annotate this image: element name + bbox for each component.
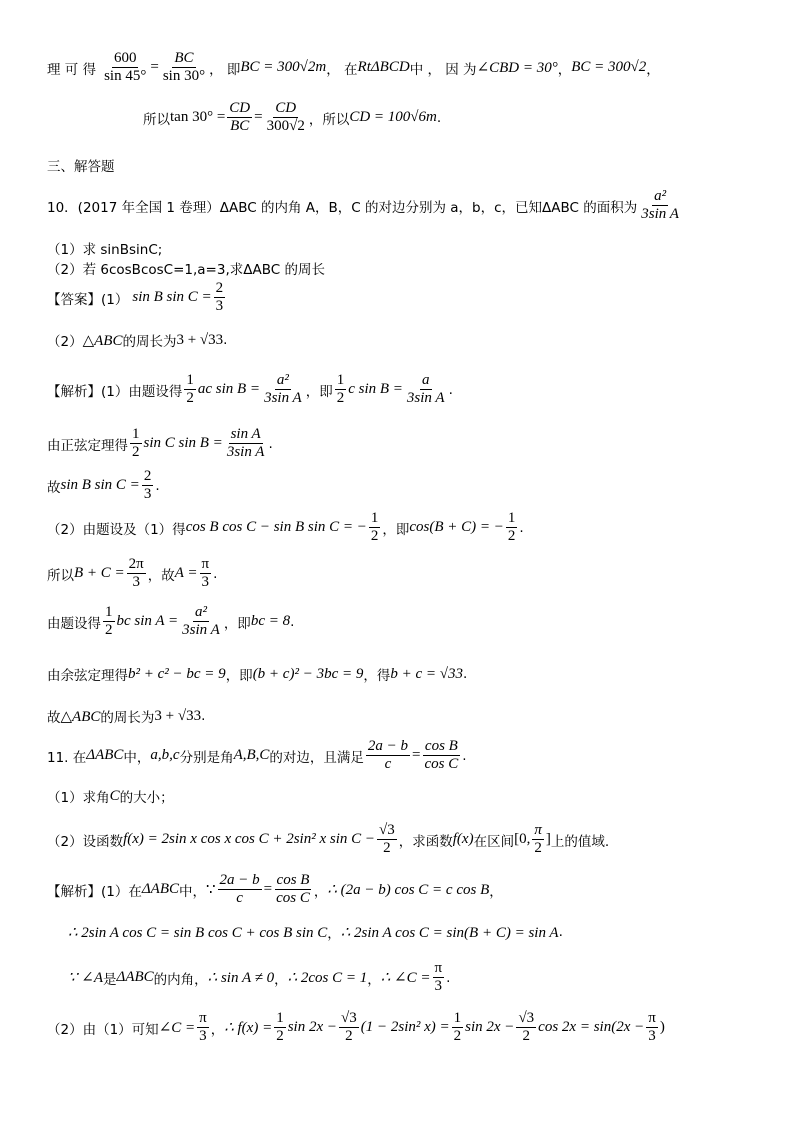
- fraction: $\frac{1}{2}$: [276, 1010, 284, 1045]
- text: 由正弦定理得: [47, 437, 128, 454]
- text: ，即: [223, 615, 251, 632]
- text: .: [463, 666, 468, 682]
- formula: ∵ ∠A: [68, 970, 104, 987]
- text: （2）设函数: [47, 833, 124, 850]
- formula: sin B sin C =: [132, 289, 212, 306]
- text: 在区间: [473, 833, 515, 850]
- formula: A =: [174, 565, 198, 582]
- text: 【解析】(1）在: [47, 883, 142, 900]
- text: .: [155, 477, 160, 494]
- fraction: $\frac{\text{a²}}{\text{3sin A}}$: [641, 188, 679, 223]
- text: ，: [646, 61, 660, 78]
- text: 中，: [123, 749, 151, 766]
- solution-step-7: [47, 664, 467, 684]
- fraction: $\frac{1}{2}$: [507, 510, 516, 545]
- line-law-of-sines-bc: [47, 50, 660, 86]
- formula: ∵: [206, 882, 216, 899]
- question-text: 10．(2017 年全国 1 卷理）ΔABC 的内角 A，B，C 的对边分别为 a，b，c，已知ΔABC 的面积为: [47, 199, 638, 216]
- text: 的大小；: [119, 790, 174, 806]
- formula: f(x) = 2sin x cos x cos C + 2sin² x sin C −: [123, 831, 376, 848]
- formula: ∴ f(x) =: [224, 1020, 273, 1037]
- formula: ΔABC: [141, 881, 179, 898]
- solution-step-3: [47, 468, 160, 504]
- formula: ): [659, 1019, 665, 1036]
- text: ，: [210, 1021, 225, 1038]
- fraction: $\frac{1}{2}$: [132, 426, 140, 461]
- text: （1）求角: [47, 790, 110, 806]
- answer-2: [47, 330, 227, 350]
- formula: cos B cos C − sin B sin C = −: [185, 519, 367, 536]
- text: 故: [47, 710, 61, 726]
- fraction: $\frac{2\pi}{3}$: [128, 556, 144, 591]
- text: 的内角，: [153, 971, 208, 988]
- fraction: $\frac{1}{2}$: [336, 372, 345, 407]
- text: ，: [367, 971, 381, 988]
- fraction: $\frac{\pi}{3}$: [199, 1010, 207, 1045]
- text: ，得: [363, 668, 391, 684]
- formula: ΔABC: [86, 747, 124, 764]
- formula: f(x): [452, 831, 474, 848]
- text: 理 可 得: [47, 61, 97, 78]
- formula: 3 + √33: [154, 707, 202, 724]
- question-11-part-1: [47, 786, 174, 806]
- solution-step-5: [47, 556, 217, 592]
- text: .: [558, 924, 563, 940]
- text: 的对边，且满足: [269, 749, 364, 766]
- section-heading: 三、解答题: [47, 159, 115, 175]
- formula: b + c = √33: [390, 665, 463, 682]
- formula: C: [109, 787, 120, 804]
- fraction: $\frac{√3}{2}$: [341, 1010, 357, 1045]
- solution-step-8: [47, 706, 205, 726]
- text: ，即: [225, 668, 253, 684]
- formula: c sin B =: [348, 381, 403, 398]
- formula: B + C =: [74, 565, 125, 582]
- formula: [0,: [514, 831, 531, 848]
- text: 【答案】(1）: [47, 291, 129, 308]
- solution-step-4: [47, 510, 524, 546]
- text: 上的值域.: [550, 833, 610, 850]
- text: .: [462, 747, 467, 764]
- formula: sin C sin B =: [143, 435, 223, 452]
- formula: a,b,c: [150, 747, 180, 764]
- formula: BC = 300√2m: [240, 59, 327, 76]
- formula: cos 2x = sin(2x −: [538, 1019, 645, 1036]
- question-10-part-1: （1）求 sinBsinC;: [47, 242, 163, 258]
- formula: CD = 100√6m: [349, 109, 437, 126]
- text: ，: [327, 926, 341, 942]
- text: ， 在: [326, 61, 358, 78]
- formula: ∠C =: [158, 1020, 196, 1037]
- equals: =: [150, 59, 159, 76]
- fraction: $\frac{\pi}{3}$: [201, 556, 210, 591]
- formula: ∴ (2a − b) cos C = c cos B: [327, 882, 490, 899]
- formula: ∴ sin A ≠ 0: [207, 970, 275, 987]
- fraction: $\frac{\text{a²}}{\text{3sin A}}$: [264, 372, 302, 407]
- formula: ]: [545, 831, 551, 848]
- solution-step-6: [47, 604, 294, 640]
- fraction: $\frac{\text{sin A}}{\text{3sin A}}$: [226, 426, 265, 461]
- question-10: [47, 188, 683, 224]
- formula: 3 + √33: [176, 331, 224, 348]
- fraction: $\frac{1}{2}$: [186, 372, 194, 407]
- formula: BC = 300√2: [571, 59, 647, 76]
- solution-11-step-2: [68, 922, 563, 942]
- text: 的周长为: [100, 710, 155, 726]
- text: .: [448, 381, 453, 398]
- formula: RtΔBCD: [357, 59, 410, 76]
- formula: b² + c² − bc = 9: [128, 665, 226, 682]
- text: .: [223, 332, 228, 348]
- text: 由题设得: [47, 615, 101, 632]
- text: （2）由（1）可知: [47, 1021, 159, 1038]
- fraction: $\frac{\text{cos B}}{\text{cos C}}$: [276, 872, 310, 907]
- text: 11. 在: [47, 749, 87, 766]
- equals: =: [263, 881, 273, 898]
- formula: cos(B + C) = −: [409, 519, 504, 536]
- question-11: [47, 738, 467, 774]
- text: .: [290, 613, 295, 630]
- text: 由余弦定理得: [47, 668, 128, 684]
- text: .: [213, 565, 218, 582]
- formula: A,B,C: [233, 747, 270, 764]
- text: .: [268, 435, 273, 452]
- text: （2）: [47, 334, 83, 350]
- solution-step-1: [47, 372, 453, 408]
- fraction: $\frac{\text{cos B}}{\text{cos C}}$: [424, 738, 459, 773]
- formula: ∠CBD = 30°: [476, 60, 558, 77]
- text: 分别是角: [179, 749, 234, 766]
- solution-11-step-4: [47, 1010, 665, 1046]
- formula: (1 − 2sin² x) =: [360, 1019, 450, 1036]
- formula: △ABC: [82, 332, 123, 349]
- fraction: $\frac{1}{2}$: [105, 604, 113, 639]
- solution-11-step-1: [47, 872, 503, 908]
- solution-11-step-3: [68, 960, 450, 996]
- formula: ∴ ∠C =: [380, 970, 431, 987]
- fraction: $\frac{1}{2}$: [453, 1010, 462, 1045]
- text: ，故: [147, 567, 175, 584]
- formula: ∴ 2sin A cos C = sin B cos C + cos B sin C: [68, 924, 328, 941]
- formula: sin 2x −: [465, 1019, 515, 1036]
- fraction: $\frac{\pi}{2}$: [534, 822, 542, 857]
- fraction: $\frac{2}{3}$: [215, 280, 224, 315]
- formula: △ABC: [60, 708, 101, 725]
- fraction: $\frac{2a - b}{c}$: [367, 738, 409, 773]
- text: 中 ， 因 为: [409, 61, 477, 78]
- question-10-part-2: （2）若 6cosBcosC=1,a=3,求ΔABC 的周长: [47, 262, 325, 278]
- text: 中，: [179, 883, 206, 900]
- fraction: $\frac{√3}{2}$: [379, 822, 395, 857]
- fraction: $\frac{\pi}{3}$: [648, 1010, 656, 1045]
- text: .: [201, 708, 206, 724]
- answer-1: [47, 280, 227, 316]
- fraction: $\frac{a}{\text{3sin A}}$: [406, 372, 445, 407]
- formula: (b + c)² − 3bc = 9: [252, 665, 364, 682]
- text: ， 即: [209, 61, 241, 78]
- formula: bc = 8: [250, 613, 291, 630]
- text: ，: [557, 61, 572, 78]
- text: ，即: [382, 521, 410, 538]
- fraction: $\frac{\pi}{3}$: [434, 960, 443, 995]
- equals: =: [412, 747, 421, 764]
- text: ，求函数: [398, 833, 453, 850]
- fraction: $\frac{BC}{\sin 30^\circ}$: [162, 50, 206, 85]
- text: ，: [489, 883, 503, 900]
- text: .: [519, 519, 524, 536]
- formula: sin 2x −: [287, 1019, 337, 1036]
- formula: ∴ 2cos C = 1: [287, 970, 368, 987]
- text: ，: [274, 971, 288, 988]
- fraction: $\frac{CD}{300√2}$: [266, 100, 305, 135]
- line-tan-cd: [143, 100, 441, 136]
- fraction: $\frac{1}{2}$: [370, 510, 379, 545]
- formula: ΔABC: [116, 969, 154, 986]
- text: .: [436, 109, 442, 126]
- formula: ac sin B =: [197, 381, 261, 398]
- solution-step-2: [47, 426, 273, 462]
- text: 的周长为: [122, 334, 177, 350]
- text: 所以: [47, 567, 74, 584]
- equals: =: [254, 109, 263, 126]
- text: 【解析】(1）由题设得: [47, 383, 183, 400]
- text: ，: [313, 883, 328, 900]
- text: （2）由题设及（1）得: [47, 521, 186, 538]
- fraction: $\frac{\text{a²}}{\text{3sin A}}$: [182, 604, 220, 639]
- formula: bc sin A =: [116, 613, 179, 630]
- fraction: $\frac{CD}{BC}$: [229, 100, 251, 135]
- text: .: [446, 969, 451, 986]
- formula: ∴ 2sin A cos C = sin(B + C) = sin A: [340, 924, 559, 941]
- fraction: $\frac{600}{\sin 45^\circ}$: [104, 50, 147, 85]
- fraction: $\frac{2a - b}{c}$: [219, 872, 260, 907]
- fraction: $\frac{2}{3}$: [143, 468, 152, 503]
- text: 所以: [143, 111, 170, 128]
- fraction: $\frac{√3}{2}$: [518, 1010, 535, 1045]
- formula: sin B sin C =: [60, 477, 140, 494]
- text: 是: [103, 971, 117, 988]
- text: ，即: [305, 383, 333, 400]
- question-11-part-2: [47, 822, 609, 858]
- text: 故: [47, 479, 61, 496]
- formula: tan 30° =: [170, 109, 226, 126]
- text: ，所以: [308, 111, 350, 128]
